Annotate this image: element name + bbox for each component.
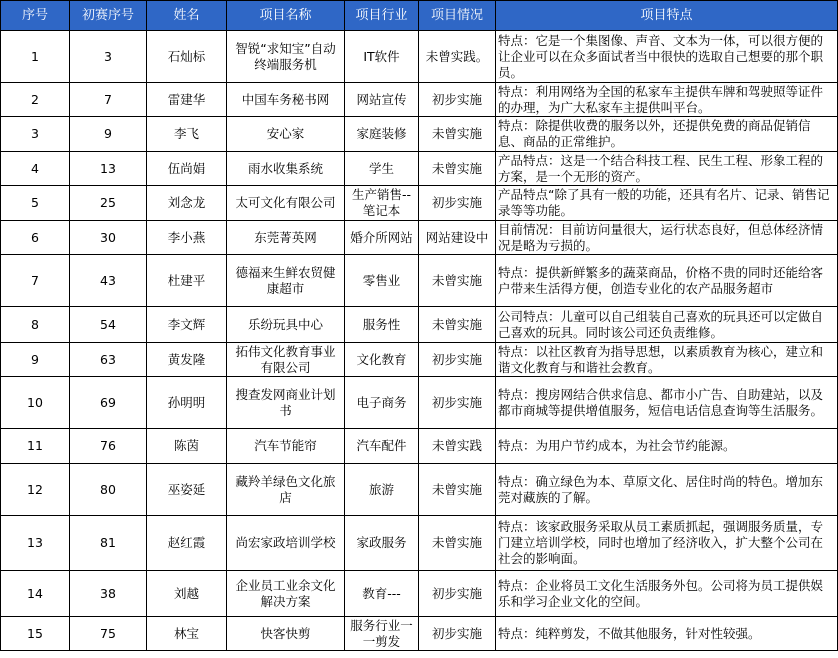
cell-status: 初步实施: [419, 571, 496, 617]
table-row: [1, 255, 838, 307]
cell-industry: 零售业: [345, 255, 419, 307]
cell-no: 6: [1, 221, 70, 255]
cell-industry: 旅游: [345, 464, 419, 516]
cell-features: 目前情况：目前访问量很大，运行状态良好，但总体经济情况是略为亏损的。: [496, 221, 838, 255]
cell-no: 13: [1, 516, 70, 571]
cell-project: 智锐“求知宝”自动终端服务机: [227, 31, 345, 83]
cell-project: 太可文化有限公司: [227, 186, 345, 221]
cell-no: 4: [1, 152, 70, 186]
cell-no: 1: [1, 31, 70, 83]
cell-status: 未曾实施: [419, 464, 496, 516]
cell-no: 11: [1, 429, 70, 464]
table-row: [1, 464, 838, 516]
table-row: [1, 571, 838, 617]
header-features: 项目特点: [496, 1, 838, 31]
cell-features: 特点：该家政服务采取从员工素质抓起，强调服务质量，专门建立培训学校，同时也增加了经济收入，扩大整个公司在社会的影响面。: [496, 516, 838, 571]
table-row: [1, 429, 838, 464]
cell-industry: 服务性: [345, 307, 419, 343]
cell-prelim-no: 7: [70, 83, 147, 117]
cell-no: 3: [1, 117, 70, 152]
cell-prelim-no: 81: [70, 516, 147, 571]
cell-prelim-no: 76: [70, 429, 147, 464]
cell-project: 雨水收集系统: [227, 152, 345, 186]
cell-name: 林宝: [147, 617, 227, 651]
cell-name: 刘越: [147, 571, 227, 617]
cell-status: 初步实施: [419, 343, 496, 377]
cell-status: 未曾实施: [419, 255, 496, 307]
cell-industry: 婚介所网站: [345, 221, 419, 255]
cell-features: 特点：除提供收费的服务以外，还提供免费的商品促销信息、商品的正常维护。: [496, 117, 838, 152]
cell-features: 特点：为用户节约成本，为社会节约能源。: [496, 429, 838, 464]
cell-no: 15: [1, 617, 70, 651]
cell-industry: 服务行业一一剪发: [345, 617, 419, 651]
cell-features: 公司特点：儿童可以自己组装自己喜欢的玩具还可以定做自己喜欢的玩具。同时该公司还负责维修。: [496, 307, 838, 343]
cell-features: 产品特点：这是一个结合科技工程、民生工程、形象工程的方案，是一个无形的资产。: [496, 152, 838, 186]
header-no: 序号: [1, 1, 70, 31]
cell-name: 巫姿延: [147, 464, 227, 516]
table-row: [1, 221, 838, 255]
cell-name: 赵红霞: [147, 516, 227, 571]
cell-prelim-no: 9: [70, 117, 147, 152]
cell-name: 黄发隆: [147, 343, 227, 377]
cell-status: 未曾实施: [419, 152, 496, 186]
cell-prelim-no: 13: [70, 152, 147, 186]
cell-features: 特点：提供新鲜繁多的蔬菜商品，价格不贵的同时还能给客户带来生活得方便，创造专业化的农产品服务超市: [496, 255, 838, 307]
cell-prelim-no: 38: [70, 571, 147, 617]
cell-name: 雷建华: [147, 83, 227, 117]
table-row: [1, 377, 838, 429]
table-row: [1, 307, 838, 343]
cell-name: 伍尚娟: [147, 152, 227, 186]
cell-project: 东莞菁英网: [227, 221, 345, 255]
cell-features: 特点：搜房网结合供求信息、都市小广告、自助建站，以及都市商城等提供增值服务，短信电话信息查询等生活服务。: [496, 377, 838, 429]
header-industry: 项目行业: [345, 1, 419, 31]
table-row: [1, 186, 838, 221]
cell-prelim-no: 69: [70, 377, 147, 429]
cell-status: 未曾实施: [419, 516, 496, 571]
cell-no: 10: [1, 377, 70, 429]
header-name: 姓名: [147, 1, 227, 31]
cell-name: 李飞: [147, 117, 227, 152]
cell-name: 李小燕: [147, 221, 227, 255]
table-row: [1, 617, 838, 651]
cell-no: 7: [1, 255, 70, 307]
cell-project: 搜查发网商业计划书: [227, 377, 345, 429]
cell-status: 初步实施: [419, 83, 496, 117]
cell-prelim-no: 25: [70, 186, 147, 221]
cell-status: 网站建设中: [419, 221, 496, 255]
cell-features: 特点：纯粹剪发，不做其他服务，针对性较强。: [496, 617, 838, 651]
cell-industry: IT软件: [345, 31, 419, 83]
cell-features: 特点：企业将员工文化生活服务外包。公司将为员工提供娱乐和学习企业文化的空间。: [496, 571, 838, 617]
cell-industry: 电子商务: [345, 377, 419, 429]
cell-status: 未曾实施: [419, 117, 496, 152]
cell-industry: 文化教育: [345, 343, 419, 377]
cell-status: 初步实施: [419, 617, 496, 651]
cell-status: 未曾实践: [419, 429, 496, 464]
cell-project: 快客快剪: [227, 617, 345, 651]
cell-status: 初步实施: [419, 186, 496, 221]
cell-name: 杜建平: [147, 255, 227, 307]
cell-project: 安心家: [227, 117, 345, 152]
cell-project: 拓伟文化教育事业有限公司: [227, 343, 345, 377]
cell-industry: 网站宣传: [345, 83, 419, 117]
cell-project: 中国车务秘书网: [227, 83, 345, 117]
cell-prelim-no: 3: [70, 31, 147, 83]
cell-name: 孙明明: [147, 377, 227, 429]
cell-name: 陈茵: [147, 429, 227, 464]
cell-features: 产品特点“除了具有一般的功能，还具有名片、记录、销售记录等等功能。: [496, 186, 838, 221]
table-header-row: [1, 1, 838, 31]
cell-project: 尚宏家政培训学校: [227, 516, 345, 571]
cell-industry: 学生: [345, 152, 419, 186]
cell-status: 未曾实践。: [419, 31, 496, 83]
cell-industry: 家政服务: [345, 516, 419, 571]
cell-status: 初步实施: [419, 377, 496, 429]
cell-industry: 教育---: [345, 571, 419, 617]
cell-project: 藏羚羊绿色文化旅店: [227, 464, 345, 516]
cell-project: 德福来生鲜农贸健康超市: [227, 255, 345, 307]
cell-prelim-no: 54: [70, 307, 147, 343]
table-row: [1, 152, 838, 186]
cell-prelim-no: 63: [70, 343, 147, 377]
cell-no: 9: [1, 343, 70, 377]
cell-features: 特点：以社区教育为指导思想，以素质教育为核心，建立和谐文化教育与和谐社会教育。: [496, 343, 838, 377]
cell-no: 8: [1, 307, 70, 343]
cell-project: 企业员工业余文化解决方案: [227, 571, 345, 617]
cell-prelim-no: 30: [70, 221, 147, 255]
cell-prelim-no: 80: [70, 464, 147, 516]
cell-no: 5: [1, 186, 70, 221]
cell-industry: 汽车配件: [345, 429, 419, 464]
cell-no: 2: [1, 83, 70, 117]
table-row: [1, 83, 838, 117]
table-row: [1, 31, 838, 83]
cell-features: 特点：确立绿色为本、草原文化、居住时尚的特色。增加东莞对藏族的了解。: [496, 464, 838, 516]
cell-industry: 家庭装修: [345, 117, 419, 152]
cell-name: 石灿标: [147, 31, 227, 83]
table-row: [1, 516, 838, 571]
cell-features: 特点：它是一个集图像、声音、文本为一体，可以很方便的让企业可以在众多面试者当中很快的选取自己想要的那个职员。: [496, 31, 838, 83]
cell-project: 汽车节能帘: [227, 429, 345, 464]
cell-no: 12: [1, 464, 70, 516]
table-row: [1, 343, 838, 377]
cell-project: 乐纷玩具中心: [227, 307, 345, 343]
table-row: [1, 117, 838, 152]
cell-status: 未曾实施: [419, 307, 496, 343]
header-status: 项目情况: [419, 1, 496, 31]
cell-industry: 生产销售--笔记本: [345, 186, 419, 221]
cell-name: 李文辉: [147, 307, 227, 343]
cell-name: 刘念龙: [147, 186, 227, 221]
header-prelim-no: 初赛序号: [70, 1, 147, 31]
header-project: 项目名称: [227, 1, 345, 31]
cell-no: 14: [1, 571, 70, 617]
cell-prelim-no: 43: [70, 255, 147, 307]
cell-prelim-no: 75: [70, 617, 147, 651]
cell-features: 特点：利用网络为全国的私家车主提供车牌和驾驶照等证件的办理，为广大私家车主提供叫平台。: [496, 83, 838, 117]
